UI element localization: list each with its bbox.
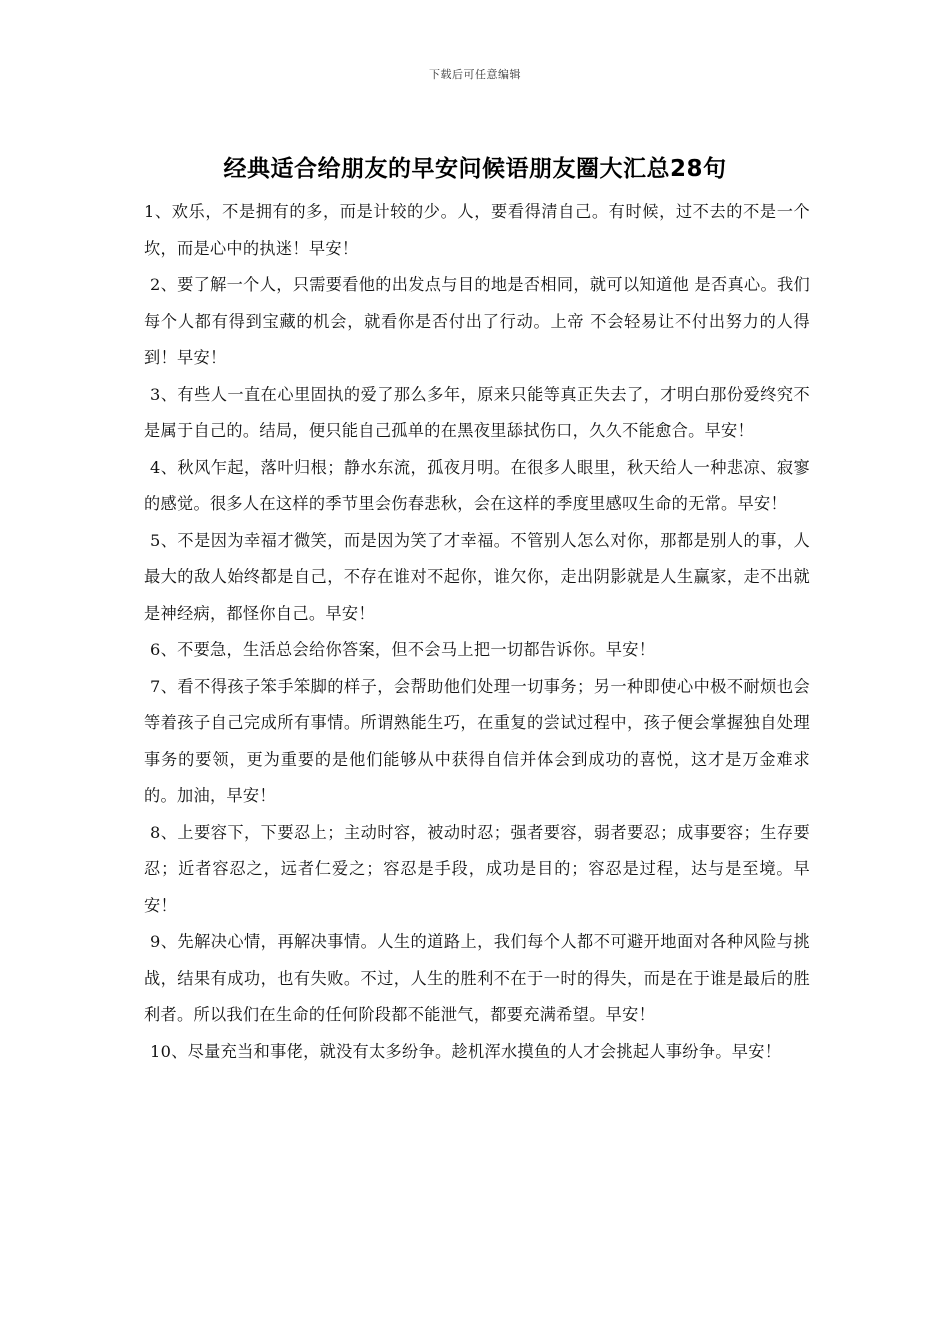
paragraph-1: 1、欢乐，不是拥有的多，而是计较的少。人，要看得清自己。有时候，过不去的不是一个坎，而是心中的执迷！早安！ (144, 202, 810, 258)
paragraph-8: 8、上要容下，下要忍上；主动时容，被动时忍；强者要容，弱者要忍；成事要容；生存要忍；近者容忍之，远者仁爱之；容忍是手段，成功是目的；容忍是过程，达与是至境。早安！ (144, 822, 810, 915)
document-body (144, 194, 810, 1070)
paragraph-5: 5、不是因为幸福才微笑，而是因为笑了才幸福。不管别人怎么对你，那都是别人的事，人最大的敌人始终都是自己，不存在谁对不起你，谁欠你，走出阴影就是人生赢家，走不出就是神经病，都怪你自己。早安！ (144, 530, 810, 623)
paragraph-6: 6、不要急，生活总会给你答案，但不会马上把一切都告诉你。早安！ (150, 640, 656, 659)
paragraph-2: 2、要了解一个人，只需要看他的出发点与目的地是否相同，就可以知道他 是否真心。我们每个人都有得到宝藏的机会，就看你是否付出了行动。上帝 不会轻易让不付出努力的人得到！早安！ (144, 275, 810, 367)
paragraph-3: 3、有些人一直在心里固执的爱了那么多年，原来只能等真正失去了，才明白那份爱终究不是属于自己的。结局，便只能自己孤单的在黑夜里舔拭伤口，久久不能愈合。早安！ (144, 384, 810, 440)
paragraph-9: 9、先解决心情，再解决事情。人生的道路上，我们每个人都不可避开地面对各种风险与挑战，结果有成功，也有失败。不过，人生的胜利不在于一时的得失，而是在于谁是最后的胜利者。所以我们在生命的任何阶段都不能泄气，都要充满希望。早安！ (144, 932, 810, 1024)
paragraph-4: 4、秋风乍起，落叶归根；静水东流，孤夜月明。在很多人眼里，秋天给人一种悲凉、寂寥的感觉。很多人在这样的季节里会伤春悲秋，会在这样的季度里感叹生命的无常。早安！ (144, 457, 810, 513)
page-header-note: 下载后可任意编辑 (429, 68, 521, 81)
paragraph-10: 10、尽量充当和事佬，就没有太多纷争。趁机浑水摸鱼的人才会挑起人事纷争。早安！ (150, 1041, 782, 1061)
document-title: 经典适合给朋友的早安问候语朋友圈大汇总28句 (223, 156, 727, 182)
paragraph-7: 7、看不得孩子笨手笨脚的样子，会帮助他们处理一切事务；另一种即使心中极不耐烦也会等着孩子自己完成所有事情。所谓熟能生巧，在重复的尝试过程中，孩子便会掌握独自处理事务的要领，更为重要的是他们能够从中获得自信并体会到成功的喜悦，这才是万金难求的。加油，早安！ (144, 676, 810, 805)
